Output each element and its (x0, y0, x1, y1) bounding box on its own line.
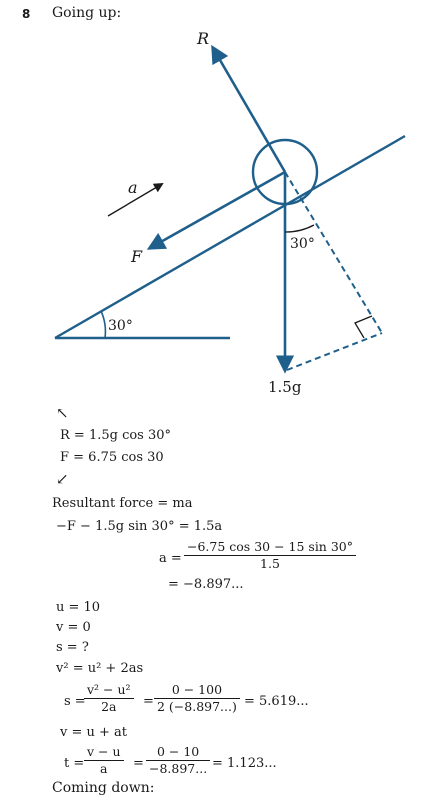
footer-heading: Coming down: (52, 780, 155, 796)
reaction-equation: R = 1.5g cos 30° (60, 428, 172, 443)
vuat-equation: v = u + at (60, 725, 128, 740)
s-fraction-2-numerator: 0 − 100 (154, 682, 240, 699)
label-F: F (131, 247, 143, 266)
resultant-force-line: Resultant force = ma (52, 496, 193, 511)
question-heading: Going up: (52, 5, 122, 21)
label-a: a (128, 178, 138, 197)
a-value: = −8.897... (168, 577, 244, 592)
label-base-angle: 30° (108, 318, 133, 334)
s-value: = 5.619... (244, 694, 309, 709)
s-lhs: s = (64, 694, 86, 709)
a-numerator: −6.75 cos 30 − 15 sin 30° (184, 539, 356, 556)
friction-equation: F = 6.75 cos 30 (60, 450, 164, 465)
right-angle-marker (355, 316, 372, 338)
question-number: 8 (22, 7, 31, 21)
weight-component-par (287, 333, 382, 370)
v-equation: v = 0 (56, 620, 91, 635)
motion-equation: −F − 1.5g sin 30° = 1.5a (56, 519, 223, 534)
s-fraction-1 (84, 682, 134, 715)
t-fraction-2-numerator: 0 − 10 (146, 744, 210, 761)
a-fraction (184, 539, 356, 572)
label-top-angle: 30° (290, 236, 315, 252)
label-weight: 1.5g (268, 378, 302, 396)
t-fraction-1-numerator: v − u (84, 744, 124, 761)
t-fraction-1 (84, 744, 124, 777)
label-R: R (197, 29, 210, 48)
reaction-arrow (213, 48, 285, 172)
incline-line (55, 136, 405, 338)
t-fraction-2 (146, 744, 210, 777)
t-fraction-1-denominator: a (100, 761, 108, 776)
t-equals: = (133, 756, 144, 771)
t-lhs: t = (64, 756, 85, 771)
parallel-direction-arrow: ↙ (56, 470, 69, 488)
perpendicular-direction-arrow: ↖ (56, 404, 69, 422)
a-lhs: a = (159, 551, 182, 566)
suvat-equation: v² = u² + 2as (56, 661, 144, 676)
a-denominator: 1.5 (260, 556, 280, 571)
s-fraction-1-numerator: v² − u² (84, 682, 134, 699)
friction-arrow (150, 172, 285, 248)
top-angle-arc (285, 225, 314, 232)
s-equals: = (143, 694, 154, 709)
s-unknown: s = ? (56, 640, 89, 655)
s-fraction-2-denominator: 2 (−8.897...) (157, 699, 237, 714)
s-fraction-1-denominator: 2a (101, 699, 117, 714)
s-fraction-2 (154, 682, 240, 715)
u-equation: u = 10 (56, 600, 101, 615)
t-fraction-2-denominator: −8.897... (149, 761, 208, 776)
t-value: = 1.123... (212, 756, 277, 771)
base-angle-arc (101, 311, 105, 338)
